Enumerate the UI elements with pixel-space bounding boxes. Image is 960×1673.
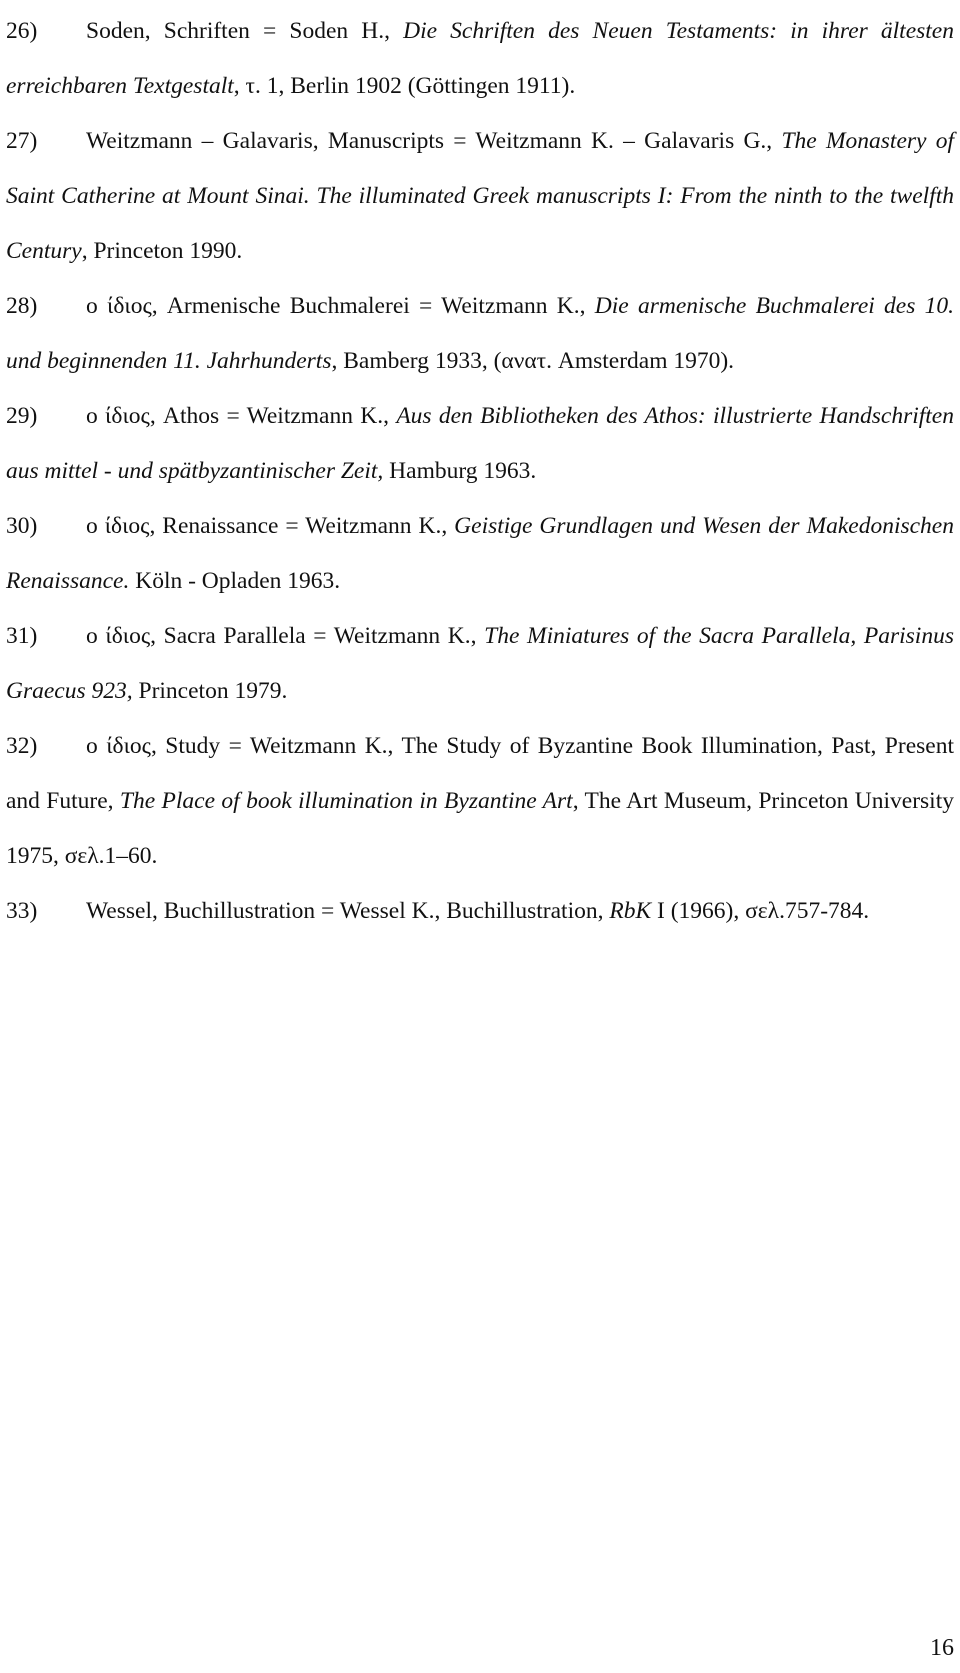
reference-title: The Monastery of Saint Catherine at Mount Sinai. The illuminated Greek manuscripts I: From the ninth to the twelfth Century bbox=[6, 128, 954, 264]
reference-text: I (1966), σελ.757-784. bbox=[651, 898, 870, 924]
reference-text: ο ίδιος, Study = Weitzmann K., The Study of Byzantine Book Illumination, Past, Present and Future, bbox=[6, 733, 954, 814]
reference-title: The Place of book illumination in Byzantine Art bbox=[119, 788, 573, 814]
reference-text: Weitzmann – Galavaris, Manuscripts = Weitzmann K. – Galavaris G., bbox=[86, 128, 782, 154]
reference-number: 26) bbox=[6, 18, 38, 44]
reference-number: 29) bbox=[6, 403, 38, 429]
reference-text: Wessel, Buchillustration = Wessel K., Buchillustration, bbox=[86, 898, 610, 924]
page-number: 16 bbox=[930, 1635, 954, 1661]
reference-text: Hamburg 1963. bbox=[383, 458, 537, 484]
reference-text: ο ίδιος, Athos = Weitzmann K., bbox=[86, 403, 397, 429]
reference-text: Soden, Schriften = Soden H., bbox=[86, 18, 404, 44]
reference-title: RbK bbox=[609, 898, 652, 924]
reference-text: Princeton 1979. bbox=[132, 678, 288, 704]
reference-title: Aus den Bibliotheken des Athos: illustrierte Handschriften aus mittel - und spätbyzantinischer Zeit, bbox=[6, 403, 954, 484]
reference-list bbox=[6, 4, 954, 939]
reference-number: 32) bbox=[6, 733, 38, 759]
reference-item bbox=[6, 389, 954, 499]
reference-title: Geistige Grundlagen und Wesen der Makedonischen Renaissance. bbox=[6, 513, 954, 594]
reference-text: ο ίδιος, Renaissance = Weitzmann K., bbox=[86, 513, 455, 539]
reference-item bbox=[6, 499, 954, 609]
reference-number: 30) bbox=[6, 513, 38, 539]
reference-number: 27) bbox=[6, 128, 38, 154]
reference-title: Die armenische Buchmalerei des 10. und beginnenden 11. Jahrhunderts bbox=[6, 293, 954, 374]
reference-text: Köln - Opladen 1963. bbox=[129, 568, 341, 594]
reference-title: Die Schriften des Neuen Testaments: in ihrer ältesten erreichbaren Textgestalt bbox=[6, 18, 954, 99]
reference-item bbox=[6, 884, 954, 939]
reference-title: The Miniatures of the Sacra Parallela, Parisinus Graecus 923, bbox=[6, 623, 954, 704]
reference-number: 31) bbox=[6, 623, 38, 649]
reference-item bbox=[6, 279, 954, 389]
reference-text: ο ίδιος, Sacra Parallela = Weitzmann K., bbox=[86, 623, 485, 649]
reference-text: , Princeton 1990. bbox=[81, 238, 243, 264]
reference-item bbox=[6, 114, 954, 279]
reference-text: , τ. 1, Berlin 1902 (Göttingen 1911). bbox=[233, 73, 576, 99]
reference-text: , The Art Museum, Princeton University 1975, σελ.1–60. bbox=[6, 788, 954, 869]
reference-number: 33) bbox=[6, 898, 38, 924]
reference-text: , Bamberg 1933, (ανατ. Amsterdam 1970). bbox=[331, 348, 735, 374]
reference-item bbox=[6, 4, 954, 114]
reference-number: 28) bbox=[6, 293, 38, 319]
reference-text: ο ίδιος, Armenische Buchmalerei = Weitzmann K., bbox=[86, 293, 595, 319]
reference-item bbox=[6, 719, 954, 884]
reference-item bbox=[6, 609, 954, 719]
